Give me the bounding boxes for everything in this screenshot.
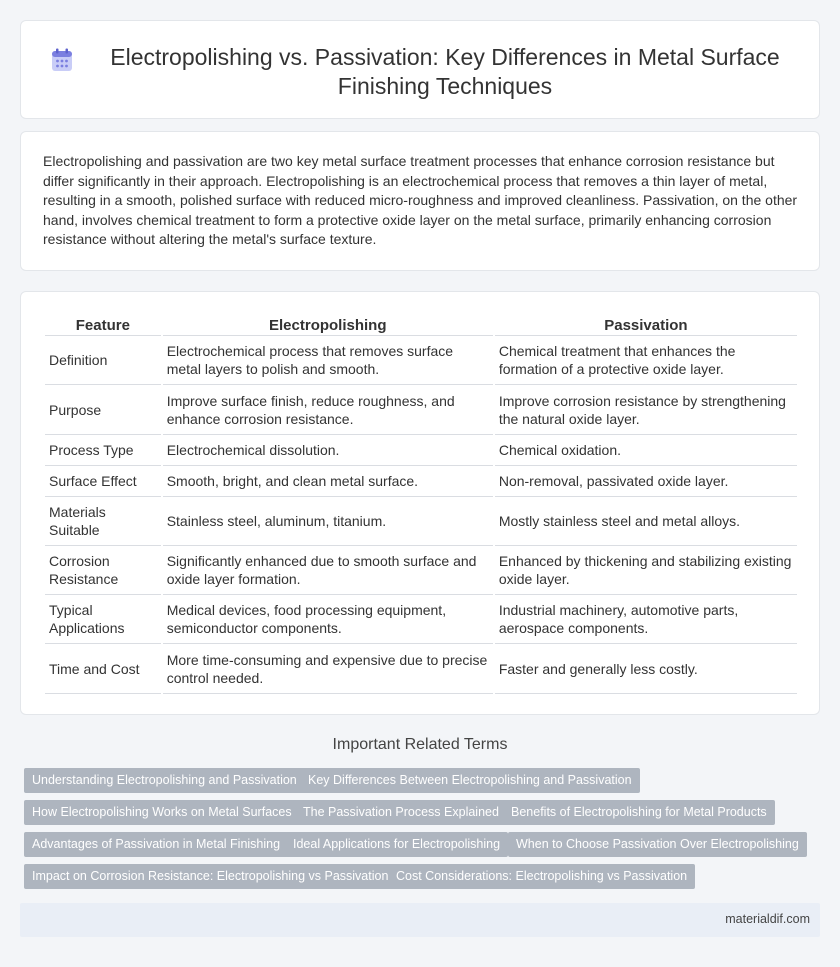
row-electropolishing: Significantly enhanced due to smooth surface and oxide layer formation. (163, 546, 493, 595)
table-row (45, 385, 797, 435)
row-passivation: Non-removal, passivated oxide layer. (495, 466, 797, 497)
row-feature: Definition (45, 336, 161, 385)
comparison-table-card (20, 291, 820, 715)
related-tag[interactable]: The Passivation Process Explained (295, 800, 507, 825)
table-row (45, 336, 797, 385)
row-passivation: Chemical treatment that enhances the formation of a protective oxide layer. (495, 336, 797, 385)
row-electropolishing: Improve surface finish, reduce roughness, and enhance corrosion resistance. (163, 385, 493, 435)
intro-paragraph: Electropolishing and passivation are two key metal surface treatment processes that enhance corrosion resistance but differ significantly in their approach. Electropolishing is an electrochemical process that removes a thin layer of metal, resulting in a smooth, polished surface with reduced micro-roughness and improved cleanliness. Passivation, on the other hand, involves chemical treatment to form a protective oxide layer on the metal surface, primarily enhancing corrosion resistance without altering the metal's surface texture. (43, 153, 798, 248)
row-passivation: Chemical oxidation. (495, 435, 797, 466)
related-tag[interactable]: Understanding Electropolishing and Passivation (24, 768, 305, 793)
table-row (45, 595, 797, 644)
footer (20, 903, 820, 937)
row-electropolishing: Stainless steel, aluminum, titanium. (163, 497, 493, 546)
table-row (45, 546, 797, 595)
footer-site-link[interactable]: materialdif.com (725, 912, 810, 926)
header-card (20, 20, 820, 119)
row-feature: Time and Cost (45, 644, 161, 694)
header-feature: Feature (45, 316, 161, 336)
table-row (45, 435, 797, 466)
row-electropolishing: Medical devices, food processing equipment, semiconductor components. (163, 595, 493, 644)
related-tag[interactable]: When to Choose Passivation Over Electropolishing (508, 832, 807, 857)
row-electropolishing: Smooth, bright, and clean metal surface. (163, 466, 493, 497)
row-passivation: Improve corrosion resistance by strengthening the natural oxide layer. (495, 385, 797, 435)
row-electropolishing: Electrochemical process that removes surface metal layers to polish and smooth. (163, 336, 493, 385)
table-header-row (45, 316, 797, 336)
table-row (45, 644, 797, 694)
header-electropolishing: Electropolishing (163, 316, 493, 336)
row-passivation: Faster and generally less costly. (495, 644, 797, 694)
related-tag[interactable]: Advantages of Passivation in Metal Finishing (24, 832, 288, 857)
related-tag[interactable]: Benefits of Electropolishing for Metal Products (503, 800, 775, 825)
row-feature: Materials Suitable (45, 497, 161, 546)
related-terms-heading: Important Related Terms (332, 736, 508, 753)
table-row (45, 497, 797, 546)
row-feature: Process Type (45, 435, 161, 466)
row-feature: Purpose (45, 385, 161, 435)
row-feature: Typical Applications (45, 595, 161, 644)
related-tag[interactable]: Cost Considerations: Electropolishing vs Passivation (388, 864, 695, 889)
row-passivation: Industrial machinery, automotive parts, aerospace components. (495, 595, 797, 644)
related-tag[interactable]: Ideal Applications for Electropolishing (285, 832, 508, 857)
row-passivation: Mostly stainless steel and metal alloys. (495, 497, 797, 546)
table-row (45, 466, 797, 497)
page-title: Electropolishing vs. Passivation: Key Differences in Metal Surface Finishing Techniques (110, 44, 780, 99)
row-electropolishing: More time-consuming and expensive due to precise control needed. (163, 644, 493, 694)
related-tag[interactable]: How Electropolishing Works on Metal Surfaces (24, 800, 300, 825)
comparison-table (43, 316, 799, 694)
intro-card (20, 131, 820, 271)
row-passivation: Enhanced by thickening and stabilizing existing oxide layer. (495, 546, 797, 595)
header-passivation: Passivation (495, 316, 797, 336)
row-feature: Surface Effect (45, 466, 161, 497)
related-tag[interactable]: Impact on Corrosion Resistance: Electropolishing vs Passivation (24, 864, 396, 889)
related-tag[interactable]: Key Differences Between Electropolishing and Passivation (300, 768, 640, 793)
row-electropolishing: Electrochemical dissolution. (163, 435, 493, 466)
row-feature: Corrosion Resistance (45, 546, 161, 595)
